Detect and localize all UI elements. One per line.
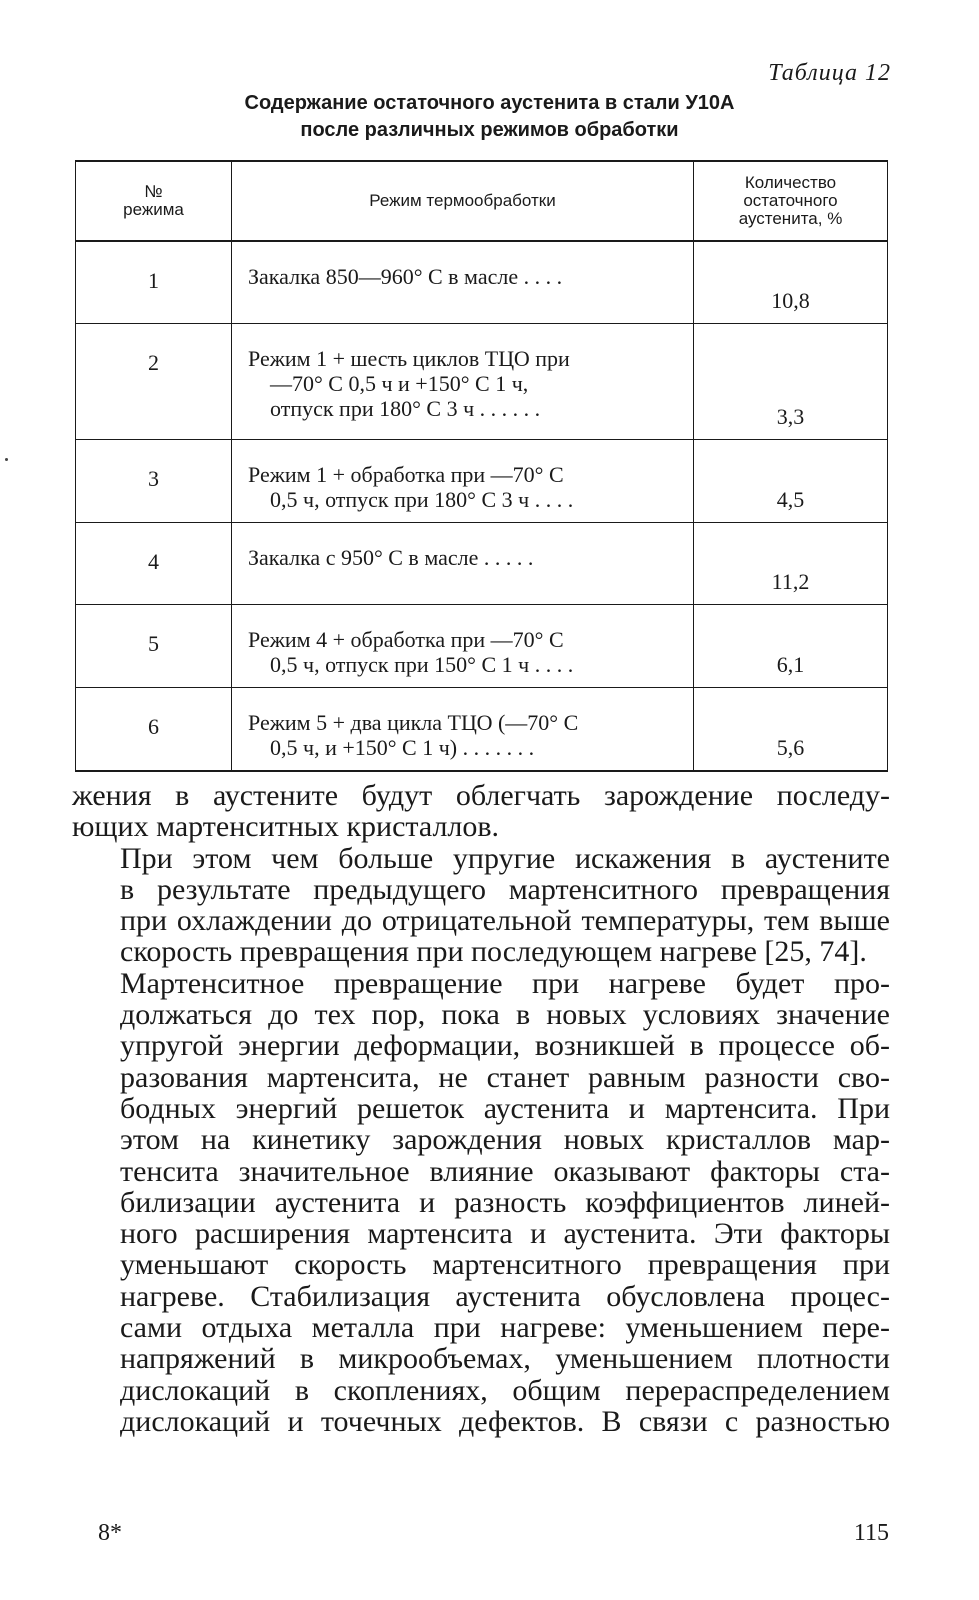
treatment-line: Режим 5 + два цикла ТЦО (—70° С (248, 709, 579, 735)
table-row (76, 687, 888, 771)
table-row (76, 604, 888, 687)
austenite-table (75, 160, 888, 772)
treatment-line: Режим 4 + обработка при —70° С (248, 626, 564, 652)
cell-mode-number: 1 (76, 241, 232, 323)
header-austenite-amount (694, 161, 888, 241)
header-num-line-1: № (144, 182, 163, 201)
text-line: дислокаций и точечных дефектов. В связи с разностью (120, 1404, 890, 1438)
cell-austenite-value: 5,6 (694, 687, 888, 771)
text-line: сами отдыха металла при нагреве: уменьшением пере- (120, 1311, 890, 1345)
text-line: нагреве. Стабилизация аустенита обусловлена процес- (120, 1279, 890, 1313)
text-line: в результате предыдущего мартенситного превращения (120, 872, 890, 906)
treatment-line: Закалка 850—960° С в масле . . . . (248, 264, 563, 289)
cell-mode-number: 3 (76, 439, 232, 522)
header-treatment-mode: Режим термообработки (232, 161, 694, 241)
cell-austenite-value: 11,2 (694, 522, 888, 604)
cell-treatment-mode (232, 604, 694, 687)
header-val-line-3: аустенита, % (738, 209, 843, 228)
cell-austenite-value: 10,8 (694, 241, 888, 323)
cell-mode-number: 4 (76, 522, 232, 604)
text-line: ного расширения мартенсита и аустенита. Эти факторы (120, 1217, 890, 1251)
text-line: тенсита значительное влияние оказывают факторы ста- (120, 1154, 890, 1188)
treatment-line: 0,5 ч, и +150° С 1 ч) . . . . . . . (270, 734, 535, 760)
table-header-row (76, 161, 888, 241)
table-row (76, 323, 888, 439)
treatment-line: —70° С 0,5 ч и +150° С 1 ч, (270, 370, 529, 396)
table-caption (0, 90, 979, 144)
caption-line-1: Содержание остаточного аустенита в стали У10А (244, 92, 735, 114)
cell-treatment-mode (232, 687, 694, 771)
paragraph-2 (72, 843, 890, 968)
page-number: 115 (853, 1520, 889, 1546)
text-line: скорость превращения при последующем нагреве [25, 74]. (120, 935, 867, 969)
paragraph-3 (72, 968, 890, 1437)
text-line: Мартенситное превращение при нагреве будет про- (120, 966, 890, 1000)
cell-treatment-mode (232, 241, 694, 323)
treatment-line: отпуск при 180° С 3 ч . . . . . . (270, 395, 541, 421)
cell-austenite-value: 3,3 (694, 323, 888, 439)
text-line: При этом чем больше упругие искажения в аустените (120, 841, 890, 875)
treatment-line: Закалка с 950° С в масле . . . . . (248, 544, 534, 570)
table-row (76, 241, 888, 323)
cell-treatment-mode (232, 439, 694, 522)
treatment-line: Режим 1 + обработка при —70° С (248, 461, 564, 487)
caption-line-2: после различных режимов обработки (300, 119, 679, 141)
table-row (76, 522, 888, 604)
text-line: разования мартенсита, не станет равным разности сво- (120, 1060, 890, 1094)
cell-austenite-value: 4,5 (694, 439, 888, 522)
text-line: дислокаций в скоплениях, общим перераспределением (120, 1373, 890, 1407)
text-line: жения в аустените будут облегчать зарождение последу- (72, 779, 890, 812)
cell-mode-number: 5 (76, 604, 232, 687)
header-val-line-2: остаточного (743, 191, 838, 210)
paragraph-1 (72, 780, 890, 843)
header-val-line-1: Количество (744, 173, 837, 192)
text-line: бодных энергий решеток аустенита и мартенсита. При (120, 1091, 890, 1125)
cell-mode-number: 2 (76, 323, 232, 439)
signature-mark: 8* (98, 1520, 122, 1546)
text-line: этом на кинетику зарождения новых кристаллов мар- (120, 1123, 890, 1157)
text-line: должаться до тех пор, пока в новых условиях значение (120, 998, 890, 1032)
cell-treatment-mode (232, 323, 694, 439)
cell-mode-number: 6 (76, 687, 232, 771)
cell-austenite-value: 6,1 (694, 604, 888, 687)
header-num-line-2: режима (123, 200, 184, 219)
table-row (76, 439, 888, 522)
scan-speck (5, 458, 8, 461)
cell-treatment-mode (232, 522, 694, 604)
table-body (76, 241, 888, 771)
text-line: ющих мартенситных кристаллов. (72, 810, 500, 844)
body-text (72, 780, 890, 1437)
text-line: напряжений в микрообъемах, уменьшением плотности (120, 1342, 890, 1376)
table-label: Таблица 12 (768, 60, 891, 86)
treatment-line: Режим 1 + шесть циклов ТЦО при (248, 345, 570, 371)
text-line: упругой энергии деформации, возникшей в процессе об- (120, 1029, 890, 1063)
text-line: билизации аустенита и разность коэффициентов линей- (120, 1185, 890, 1219)
header-mode-number (76, 161, 232, 241)
text-line: уменьшают скорость мартенситного превращения при (120, 1248, 890, 1282)
treatment-line: 0,5 ч, отпуск при 150° С 1 ч . . . . (270, 651, 574, 677)
text-line: при охлаждении до отрицательной температуры, тем выше (120, 904, 890, 938)
treatment-line: 0,5 ч, отпуск при 180° С 3 ч . . . . (270, 486, 574, 512)
